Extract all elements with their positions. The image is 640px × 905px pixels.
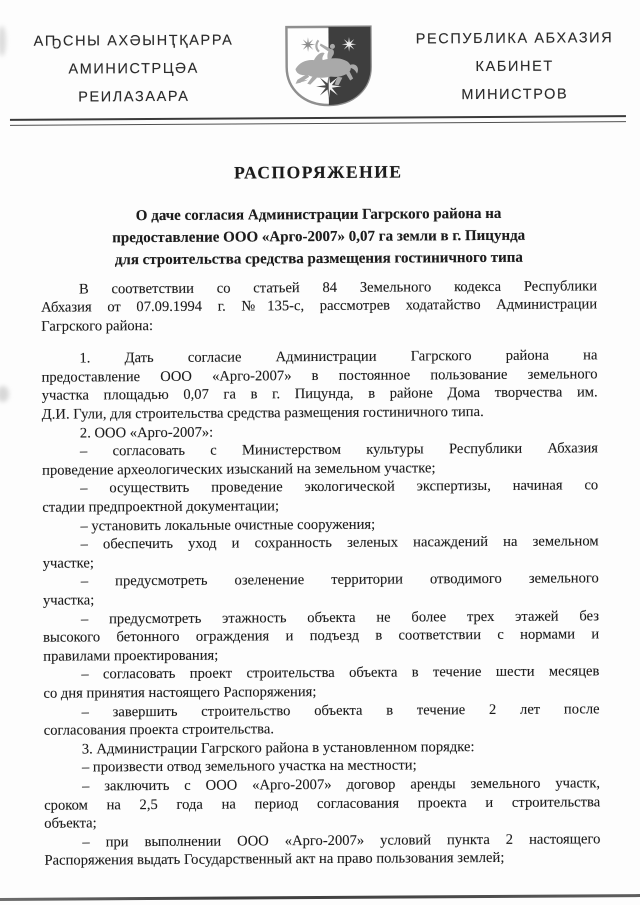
body-line: проведение археологических изысканий на земельном участке; (42, 460, 436, 479)
scan-edge-artifact (0, 894, 640, 901)
subject-line: предоставление ООО «Арго-2007» 0,07 га земли в г. Пицунда (112, 227, 526, 246)
issuer-abkhaz-line: АМИНИСТРЦӘА (68, 60, 199, 78)
paragraph (43, 570, 599, 611)
body-line: стадии предпроектной документации; (42, 498, 280, 516)
paragraph (44, 700, 600, 741)
header-divider (10, 115, 626, 125)
body-line: – предусмотреть этажность объекта не более трех этажей без (80, 607, 600, 628)
issuer-abkhaz-line: АҦСНЫ АХӘЫНҬҚАРРА (33, 32, 234, 50)
body-line: – произвести отвод земельного участка на местности; (81, 757, 417, 776)
paragraph (43, 533, 599, 574)
body-line: Гагрского района: (41, 317, 154, 335)
body-line: участка; (42, 592, 95, 609)
subject-line: для строительства средства размещения гостиничного типа (114, 249, 523, 268)
issuer-abkhaz (17, 26, 250, 111)
paragraph (42, 440, 598, 481)
paragraph (41, 347, 597, 425)
emblem-container (249, 23, 408, 113)
paragraph (41, 277, 597, 336)
letterhead (0, 0, 638, 115)
body-line: – установить локальные очистные сооружения; (80, 516, 376, 535)
body-line: объекта; (44, 815, 97, 832)
body-line: высокого бетонного ограждения и подъезд в соответствии с нормами и (43, 626, 600, 646)
body-line: – при выполнении ООО «Арго-2007» условий пункта 2 настоящего (82, 831, 601, 851)
paragraph (42, 477, 598, 518)
body-line: участка площадью 0,07 га в г. Пицунда, в районе Дома творчества им. (41, 384, 598, 405)
issuer-abkhaz-line: РЕИЛАЗААРА (78, 88, 190, 106)
issuer-russian-line: РЕСПУБЛИКА АБХАЗИЯ (415, 30, 614, 48)
issuer-russian-line: МИНИСТРОВ (461, 86, 569, 104)
document-subject (0, 202, 639, 272)
body-line: – заключить с ООО «Арго-2007» договор аренды земельного участк, (82, 775, 601, 795)
body-line: участке; (42, 555, 94, 572)
issuer-russian-line: КАБИНЕТ (475, 58, 554, 76)
body-line: – согласовать с Министерством культуры Республики Абхазия (79, 440, 599, 460)
body-line: предоставление ООО «Арго-2007» в постоянное пользование земельного (41, 366, 598, 386)
body-line: – обеспечить уход и сохранность зеленых насаждений на земельном (80, 533, 599, 553)
body-line: 1. Дать согласие Администрации Гагрского района на (79, 347, 598, 367)
body-line: Абхазия от 07.09.1994 г. №135-с, рассмотрев ходатайство Администрации (41, 296, 598, 316)
body-line: 3. Администрации Гагрского района в установленном порядке: (81, 738, 475, 758)
body-line: сроком на 2,5 года на период согласования проекта и строительства (44, 793, 601, 814)
paragraph (44, 830, 600, 871)
body-line: 2. ООО «Арго-2007»: (79, 424, 214, 442)
issuer-russian (407, 24, 622, 109)
abkhazia-coat-of-arms-icon (283, 24, 374, 114)
paragraph (43, 663, 599, 704)
paragraph (44, 774, 600, 833)
body-line: – предусмотреть озеленение территории отводимого земельного (80, 570, 599, 590)
body-line: согласования проекта строительства. (43, 721, 275, 739)
document-body (0, 277, 640, 871)
body-line: Распоряжения выдать Государственный акт на право пользования землей; (44, 850, 505, 870)
document-type-title: РАСПОРЯЖЕНИЕ (234, 160, 403, 183)
body-line: – осуществить проведение экологической экспертизы, начиная со (80, 477, 599, 497)
body-line: В соответствии со статьей 84 Земельного кодекса Республики (78, 277, 598, 297)
body-line: – завершить строительство объекта в течение 2 лет после (81, 700, 600, 721)
paragraph (43, 607, 599, 666)
body-line: – согласовать проект строительства объекта в течение шести месяцев (81, 663, 600, 683)
body-line: правилами проектирования; (43, 647, 219, 665)
body-line: Д.И. Гули, для строительства средства размещения гостиничного типа. (41, 404, 484, 423)
subject-line: О даче согласия Администрации Гагрского района на (135, 205, 502, 224)
body-line: со дня принятия настоящего Распоряжения; (43, 683, 317, 702)
